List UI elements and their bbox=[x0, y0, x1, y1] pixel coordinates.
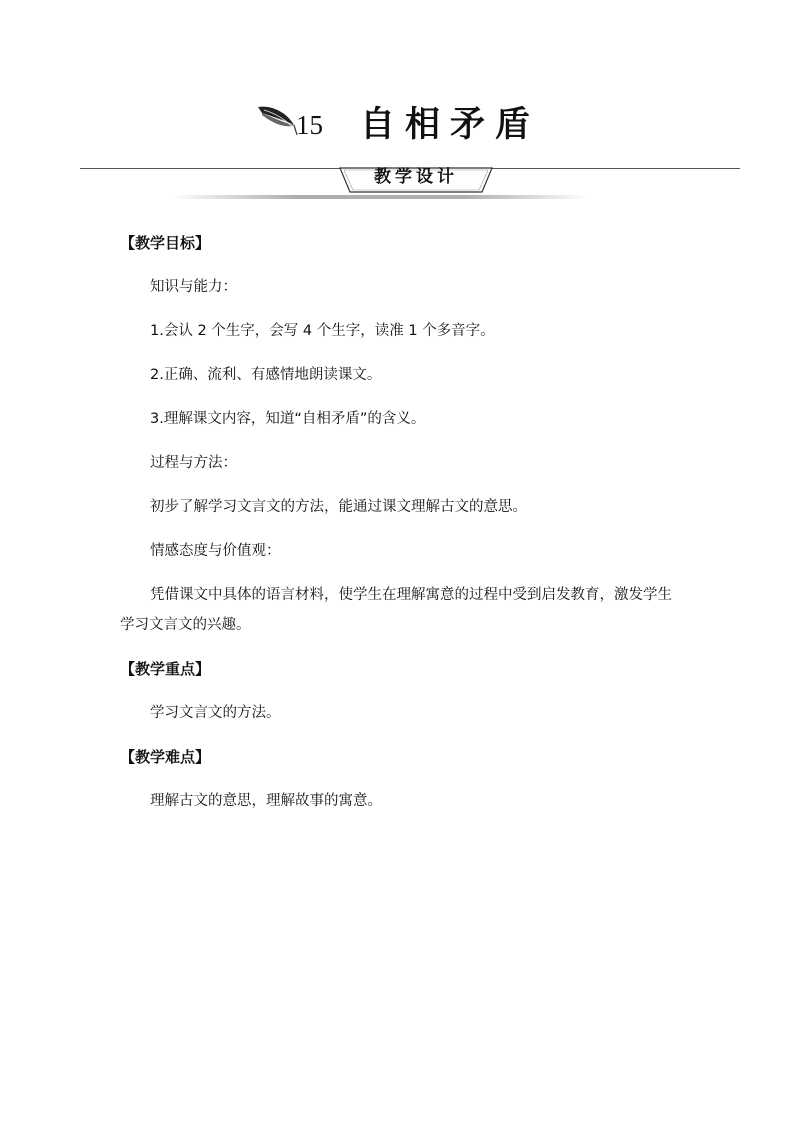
objective-item-3: 3.理解课文内容，知道“自相矛盾”的含义。 bbox=[150, 411, 426, 427]
header-shadow-line bbox=[170, 195, 590, 199]
objectives-heading: 【教学目标】 bbox=[120, 234, 211, 252]
process-label: 过程与方法： bbox=[150, 455, 237, 471]
banner-label: 教学设计 bbox=[374, 167, 458, 187]
process-text: 初步了解学习文言文的方法，能通过课文理解古文的意思。 bbox=[150, 499, 527, 515]
difficulties-heading: 【教学难点】 bbox=[120, 748, 211, 766]
quill-feather-icon bbox=[256, 101, 298, 137]
objective-item-2: 2.正确、流利、有感情地朗读课文。 bbox=[150, 367, 382, 383]
objective-item-1: 1.会认 2 个生字，会写 4 个生字，读准 1 个多音字。 bbox=[150, 323, 495, 339]
document-body bbox=[120, 228, 680, 830]
key-points-text: 学习文言文的方法。 bbox=[150, 705, 281, 721]
lesson-title: 自相矛盾 bbox=[360, 105, 541, 145]
knowledge-label: 知识与能力： bbox=[150, 279, 237, 295]
lesson-number: 15 bbox=[296, 110, 323, 140]
difficulties-text: 理解古文的意思，理解故事的寓意。 bbox=[150, 793, 382, 809]
emotion-text: 凭借课文中具体的语言材料，使学生在理解寓意的过程中受到启发教育，激发学生学习文言文的兴趣。 bbox=[120, 587, 672, 633]
key-points-heading: 【教学重点】 bbox=[120, 660, 211, 678]
lesson-header bbox=[0, 0, 794, 210]
emotion-label: 情感态度与价值观： bbox=[150, 543, 281, 559]
